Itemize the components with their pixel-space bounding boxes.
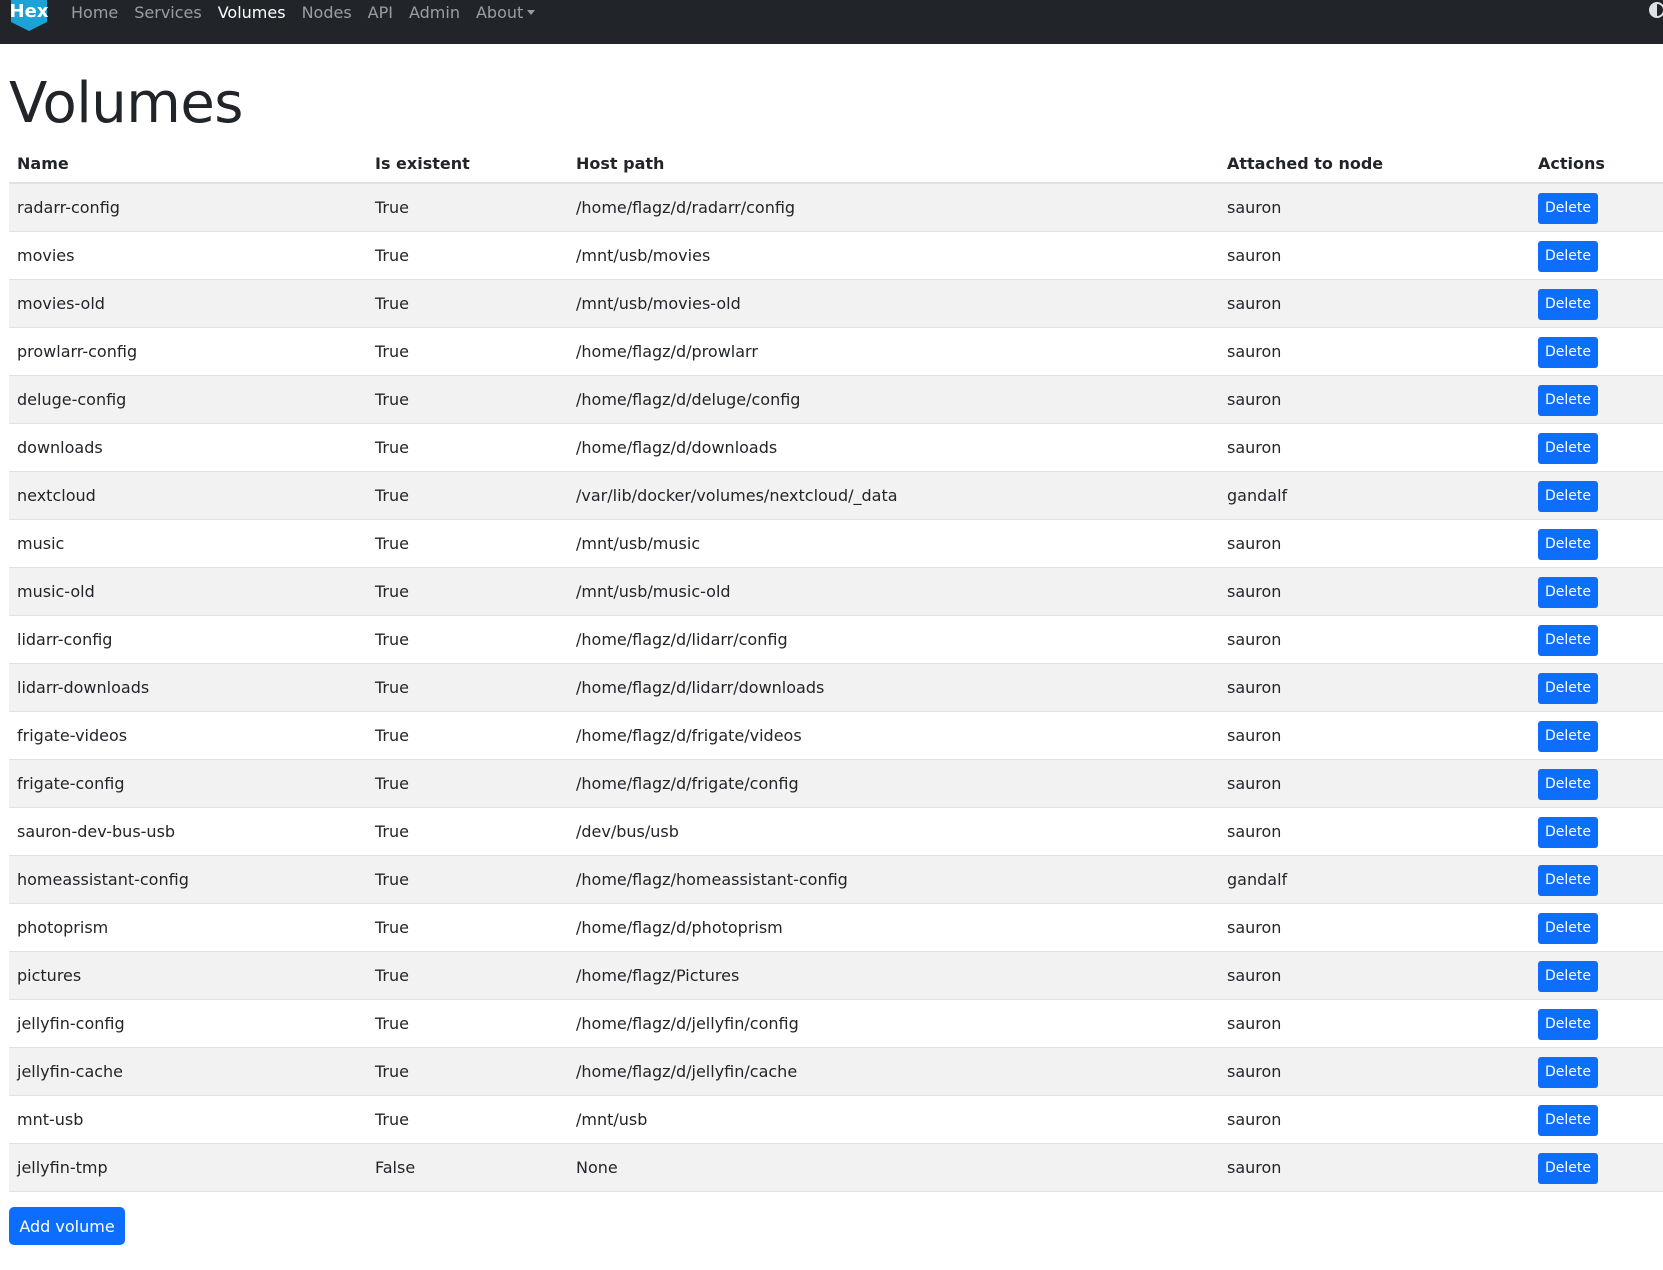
table-row xyxy=(9,183,1663,231)
table-header-row xyxy=(9,144,1663,183)
cell-host-path: /home/flagz/d/lidarr/downloads xyxy=(568,663,1219,711)
cell-node: sauron xyxy=(1219,375,1530,423)
table-row xyxy=(9,1047,1663,1095)
nav-about-label: About xyxy=(475,3,524,22)
cell-host-path: /home/flagz/d/frigate/config xyxy=(568,759,1219,807)
table-row xyxy=(9,567,1663,615)
delete-button[interactable]: Delete xyxy=(1538,385,1598,416)
header-name: Name xyxy=(9,144,367,183)
delete-button[interactable]: Delete xyxy=(1538,1057,1598,1088)
cell-host-path: /home/flagz/d/lidarr/config xyxy=(568,615,1219,663)
delete-button[interactable]: Delete xyxy=(1538,721,1598,752)
table-row xyxy=(9,903,1663,951)
header-is-existent: Is existent xyxy=(367,144,568,183)
cell-is-existent: True xyxy=(367,903,568,951)
table-row xyxy=(9,663,1663,711)
cell-is-existent: True xyxy=(367,279,568,327)
cell-node: sauron xyxy=(1219,183,1530,231)
table-row xyxy=(9,711,1663,759)
cell-actions xyxy=(1530,759,1663,807)
cell-is-existent: True xyxy=(367,615,568,663)
delete-button[interactable]: Delete xyxy=(1538,673,1598,704)
cell-host-path: /mnt/usb xyxy=(568,1095,1219,1143)
cell-node: gandalf xyxy=(1219,855,1530,903)
brand-text: Hex xyxy=(9,1,49,22)
cell-name: lidarr-downloads xyxy=(9,663,367,711)
cell-actions xyxy=(1530,1095,1663,1143)
cell-is-existent: True xyxy=(367,759,568,807)
cell-node: sauron xyxy=(1219,711,1530,759)
delete-button[interactable]: Delete xyxy=(1538,241,1598,272)
cell-actions xyxy=(1530,519,1663,567)
cell-actions xyxy=(1530,375,1663,423)
cell-name: sauron-dev-bus-usb xyxy=(9,807,367,855)
cell-node: sauron xyxy=(1219,567,1530,615)
cell-node: gandalf xyxy=(1219,471,1530,519)
nav-api[interactable]: API xyxy=(367,3,393,22)
cell-actions xyxy=(1530,183,1663,231)
cell-is-existent: True xyxy=(367,423,568,471)
cell-node: sauron xyxy=(1219,327,1530,375)
page-title: Volumes xyxy=(9,71,243,136)
delete-button[interactable]: Delete xyxy=(1538,913,1598,944)
cell-name: movies-old xyxy=(9,279,367,327)
delete-button[interactable]: Delete xyxy=(1538,961,1598,992)
cell-is-existent: True xyxy=(367,231,568,279)
cell-host-path: /home/flagz/d/deluge/config xyxy=(568,375,1219,423)
nav-home[interactable]: Home xyxy=(71,3,119,22)
cell-name: frigate-videos xyxy=(9,711,367,759)
cell-node: sauron xyxy=(1219,951,1530,999)
delete-button[interactable]: Delete xyxy=(1538,817,1598,848)
cell-host-path: /home/flagz/d/downloads xyxy=(568,423,1219,471)
delete-button[interactable]: Delete xyxy=(1538,337,1598,368)
table-row xyxy=(9,1095,1663,1143)
cell-node: sauron xyxy=(1219,1143,1530,1191)
cell-is-existent: True xyxy=(367,519,568,567)
nav-admin[interactable]: Admin xyxy=(408,3,460,22)
cell-is-existent: True xyxy=(367,951,568,999)
chevron-down-icon xyxy=(527,10,535,15)
nav-links xyxy=(71,0,551,26)
delete-button[interactable]: Delete xyxy=(1538,481,1598,512)
cell-name: photoprism xyxy=(9,903,367,951)
cell-actions xyxy=(1530,615,1663,663)
cell-name: music xyxy=(9,519,367,567)
delete-button[interactable]: Delete xyxy=(1538,1009,1598,1040)
cell-host-path: /home/flagz/d/jellyfin/config xyxy=(568,999,1219,1047)
cell-is-existent: True xyxy=(367,567,568,615)
hex-logo-icon[interactable] xyxy=(9,0,49,32)
cell-name: music-old xyxy=(9,567,367,615)
volumes-table xyxy=(9,144,1663,1192)
table-row xyxy=(9,855,1663,903)
cell-host-path: /var/lib/docker/volumes/nextcloud/_data xyxy=(568,471,1219,519)
cell-node: sauron xyxy=(1219,423,1530,471)
cell-actions xyxy=(1530,1047,1663,1095)
cell-host-path: /home/flagz/d/radarr/config xyxy=(568,183,1219,231)
table-row xyxy=(9,615,1663,663)
top-navbar xyxy=(0,0,1663,44)
delete-button[interactable]: Delete xyxy=(1538,289,1598,320)
cell-is-existent: True xyxy=(367,855,568,903)
cell-host-path: /home/flagz/d/frigate/videos xyxy=(568,711,1219,759)
nav-about-dropdown[interactable] xyxy=(476,0,535,26)
cell-host-path: /home/flagz/homeassistant-config xyxy=(568,855,1219,903)
table-row xyxy=(9,519,1663,567)
header-actions: Actions xyxy=(1530,144,1663,183)
delete-button[interactable]: Delete xyxy=(1538,529,1598,560)
cell-actions xyxy=(1530,327,1663,375)
cell-node: sauron xyxy=(1219,999,1530,1047)
cell-actions xyxy=(1530,807,1663,855)
cell-node: sauron xyxy=(1219,903,1530,951)
nav-nodes[interactable]: Nodes xyxy=(301,3,352,22)
cell-is-existent: True xyxy=(367,327,568,375)
theme-toggle-icon[interactable] xyxy=(1649,2,1663,18)
table-row xyxy=(9,999,1663,1047)
cell-actions xyxy=(1530,999,1663,1047)
cell-host-path: /mnt/usb/music xyxy=(568,519,1219,567)
table-row xyxy=(9,951,1663,999)
cell-name: pictures xyxy=(9,951,367,999)
cell-node: sauron xyxy=(1219,231,1530,279)
cell-name: jellyfin-cache xyxy=(9,1047,367,1095)
cell-host-path: /mnt/usb/music-old xyxy=(568,567,1219,615)
cell-host-path: None xyxy=(568,1143,1219,1191)
cell-actions xyxy=(1530,279,1663,327)
cell-name: lidarr-config xyxy=(9,615,367,663)
cell-name: mnt-usb xyxy=(9,1095,367,1143)
cell-name: frigate-config xyxy=(9,759,367,807)
add-volume-button[interactable]: Add volume xyxy=(9,1207,125,1245)
cell-is-existent: True xyxy=(367,999,568,1047)
table-row xyxy=(9,759,1663,807)
cell-is-existent: True xyxy=(367,471,568,519)
cell-is-existent: False xyxy=(367,1143,568,1191)
cell-node: sauron xyxy=(1219,519,1530,567)
cell-name: downloads xyxy=(9,423,367,471)
cell-is-existent: True xyxy=(367,1047,568,1095)
cell-name: radarr-config xyxy=(9,183,367,231)
cell-name: prowlarr-config xyxy=(9,327,367,375)
cell-actions xyxy=(1530,903,1663,951)
cell-actions xyxy=(1530,951,1663,999)
cell-actions xyxy=(1530,471,1663,519)
delete-button[interactable]: Delete xyxy=(1538,433,1598,464)
cell-name: jellyfin-config xyxy=(9,999,367,1047)
cell-node: sauron xyxy=(1219,759,1530,807)
table-row xyxy=(9,1143,1663,1191)
cell-node: sauron xyxy=(1219,663,1530,711)
cell-actions xyxy=(1530,1143,1663,1191)
delete-button[interactable]: Delete xyxy=(1538,193,1598,224)
cell-actions xyxy=(1530,711,1663,759)
cell-actions xyxy=(1530,855,1663,903)
cell-node: sauron xyxy=(1219,615,1530,663)
cell-actions xyxy=(1530,567,1663,615)
table-row xyxy=(9,375,1663,423)
cell-host-path: /dev/bus/usb xyxy=(568,807,1219,855)
cell-host-path: /mnt/usb/movies-old xyxy=(568,279,1219,327)
delete-button[interactable]: Delete xyxy=(1538,577,1598,608)
cell-is-existent: True xyxy=(367,183,568,231)
table-row xyxy=(9,423,1663,471)
cell-is-existent: True xyxy=(367,711,568,759)
cell-is-existent: True xyxy=(367,807,568,855)
cell-host-path: /home/flagz/d/photoprism xyxy=(568,903,1219,951)
table-row xyxy=(9,279,1663,327)
cell-node: sauron xyxy=(1219,279,1530,327)
delete-button[interactable]: Delete xyxy=(1538,865,1598,896)
cell-name: deluge-config xyxy=(9,375,367,423)
cell-name: movies xyxy=(9,231,367,279)
table-row xyxy=(9,327,1663,375)
cell-name: nextcloud xyxy=(9,471,367,519)
cell-is-existent: True xyxy=(367,375,568,423)
cell-host-path: /mnt/usb/movies xyxy=(568,231,1219,279)
cell-name: homeassistant-config xyxy=(9,855,367,903)
nav-volumes[interactable]: Volumes xyxy=(217,3,286,22)
delete-button[interactable]: Delete xyxy=(1538,1105,1598,1136)
delete-button[interactable]: Delete xyxy=(1538,625,1598,656)
cell-host-path: /home/flagz/Pictures xyxy=(568,951,1219,999)
cell-host-path: /home/flagz/d/prowlarr xyxy=(568,327,1219,375)
table-row xyxy=(9,471,1663,519)
nav-services[interactable]: Services xyxy=(134,3,202,22)
table-row xyxy=(9,231,1663,279)
cell-name: jellyfin-tmp xyxy=(9,1143,367,1191)
cell-host-path: /home/flagz/d/jellyfin/cache xyxy=(568,1047,1219,1095)
header-attached-node: Attached to node xyxy=(1219,144,1530,183)
delete-button[interactable]: Delete xyxy=(1538,1153,1598,1184)
cell-actions xyxy=(1530,423,1663,471)
header-host-path: Host path xyxy=(568,144,1219,183)
table-row xyxy=(9,807,1663,855)
delete-button[interactable]: Delete xyxy=(1538,769,1598,800)
cell-is-existent: True xyxy=(367,663,568,711)
cell-actions xyxy=(1530,231,1663,279)
cell-node: sauron xyxy=(1219,1095,1530,1143)
cell-node: sauron xyxy=(1219,807,1530,855)
cell-node: sauron xyxy=(1219,1047,1530,1095)
cell-actions xyxy=(1530,663,1663,711)
cell-is-existent: True xyxy=(367,1095,568,1143)
